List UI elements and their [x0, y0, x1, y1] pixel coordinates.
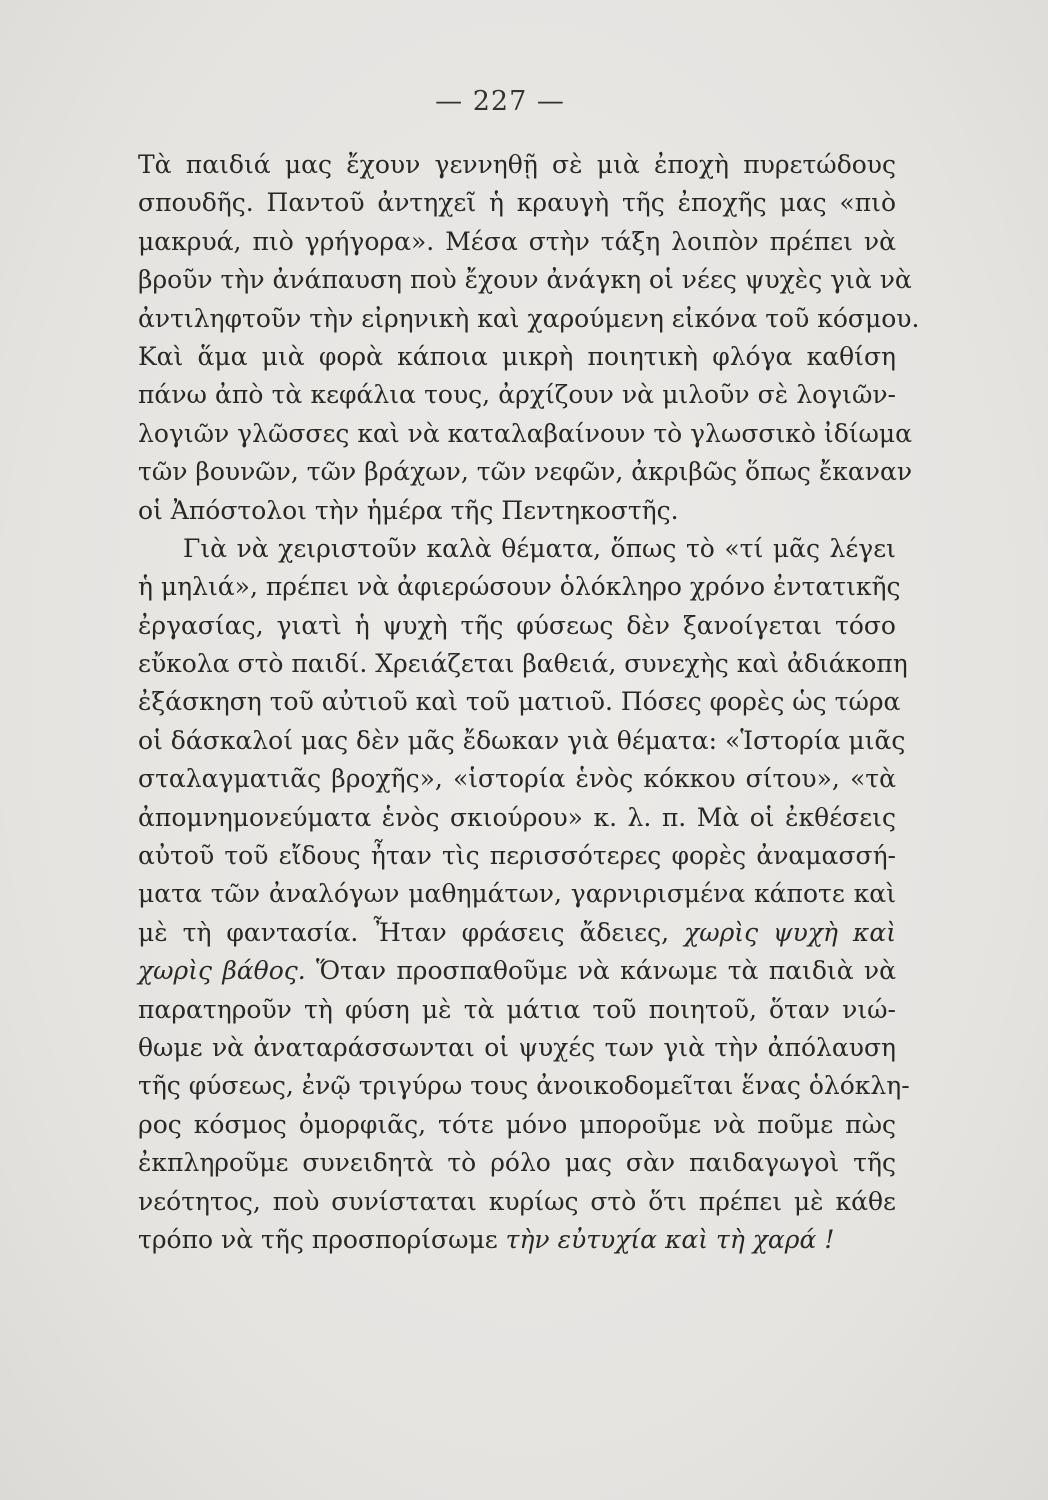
text-line: σπουδῆς. Παντοῦ ἀντηχεῖ ἡ κραυγὴ τῆς ἐποχῆς μας «πιὸ	[138, 188, 896, 218]
text-line: ματα τῶν ἀναλόγων μαθημάτων, γαρνιρισμένα κάποτε καὶ	[138, 879, 896, 909]
text-line: πάνω ἀπὸ τὰ κεφάλια τους, ἀρχίζουν νὰ μιλοῦν σὲ λογιῶν-	[138, 380, 896, 410]
text-line: μακρυά, πιὸ γρήγορα». Μέσα στὴν τάξη λοιπὸν πρέπει νὰ	[138, 226, 896, 256]
text-line: Τὰ παιδιά μας ἔχουν γεννηθῇ σὲ μιὰ ἐποχὴ πυρετώδους	[138, 150, 896, 179]
text-line	[138, 952, 896, 990]
italic-phrase: χωρὶς βάθος.	[138, 956, 306, 986]
italic-phrase: τὴν εὐτυχία καὶ τὴ χαρά !	[505, 1224, 835, 1254]
text-line: Γιὰ νὰ χειριστοῦν καλὰ θέματα, ὅπως τὸ «τί μᾶς λέγει	[183, 533, 896, 563]
text-line	[138, 914, 896, 952]
text-line: ἐξάσκηση τοῦ αὐτιοῦ καὶ τοῦ ματιοῦ. Πόσες φορὲς ὡς τώρα	[138, 687, 901, 717]
text-line: ἀπομνημονεύματα ἑνὸς σκιούρου» κ. λ. π. Μὰ οἱ ἐκθέσεις	[138, 802, 896, 832]
body-text	[138, 146, 920, 1259]
text-line: αὐτοῦ τοῦ εἴδους ἦταν τὶς περισσότερες φορὲς ἀναμασσή-	[138, 841, 896, 871]
text-line: θωμε νὰ ἀναταράσσωνται οἱ ψυχές των γιὰ τὴν ἀπόλαυση	[138, 1032, 896, 1062]
text-line: τῶν βουνῶν, τῶν βράχων, τῶν νεφῶν, ἀκριβῶς ὅπως ἔκαναν	[138, 457, 913, 487]
text-line: τῆς φύσεως, ἐνῷ τριγύρω τους ἀνοικοδομεῖται ἕνας ὁλόκλη-	[138, 1071, 910, 1101]
text-line: εὔκολα στὸ παιδί. Χρειάζεται βαθειά, συνεχὴς καὶ ἀδιάκοπη	[138, 649, 908, 679]
text-line: ἐργασίας, γιατὶ ἡ ψυχὴ τῆς φύσεως δὲν ξανοίγεται τόσο	[138, 610, 896, 640]
text-segment: τρόπο νὰ τῆς προσπορίσωμε	[138, 1224, 498, 1254]
text-line: ἐκπληροῦμε συνειδητὰ τὸ ρόλο μας σὰν παιδαγωγοὶ τῆς	[138, 1148, 896, 1178]
text-line: νεότητος, ποὺ συνίσταται κυρίως στὸ ὅτι πρέπει μὲ κάθε	[138, 1186, 896, 1216]
text-line: οἱ δάσκαλοί μας δὲν μᾶς ἔδωκαν γιὰ θέματα: «Ἱστορία μιᾶς	[138, 725, 906, 755]
text-segment: Ὅταν προσπαθοῦμε νὰ κάνωμε τὰ παιδιὰ νὰ	[316, 956, 896, 986]
text-line: ἡ μηλιά», πρέπει νὰ ἀφιερώσουν ὁλόκληρο χρόνο ἐντατικῆς	[138, 572, 901, 602]
page-number: — 227 —	[435, 86, 565, 117]
text-line: σταλαγματιᾶς βροχῆς», «ἱστορία ἑνὸς κόκκου σίτου», «τὰ	[138, 764, 896, 794]
text-line: βροῦν τὴν ἀνάπαυση ποὺ ἔχουν ἀνάγκη οἱ νέες ψυχὲς γιὰ νὰ	[138, 265, 912, 295]
text-line: οἱ Ἀπόστολοι τὴν ἡμέρα τῆς Πεντηκοστῆς.	[138, 495, 679, 525]
text-line	[138, 1221, 896, 1259]
italic-phrase: χωρὶς ψυχὴ καὶ	[684, 917, 897, 947]
text-line: παρατηροῦν τὴ φύση μὲ τὰ μάτια τοῦ ποιητοῦ, ὅταν νιώ-	[138, 994, 896, 1024]
text-line: ρος κόσμος ὀμορφιᾶς, τότε μόνο μποροῦμε νὰ ποῦμε πὼς	[138, 1109, 896, 1139]
text-line: λογιῶν γλῶσσες καὶ νὰ καταλαβαίνουν τὸ γλωσσικὸ ἰδίωμα	[138, 418, 913, 448]
text-line: ἀντιληφτοῦν τὴν εἰρηνικὴ καὶ χαρούμενη εἰκόνα τοῦ κόσμου.	[138, 303, 920, 333]
text-line: Καὶ ἅμα μιὰ φορὰ κάποια μικρὴ ποιητικὴ φλόγα καθίση	[138, 341, 896, 371]
text-segment: μὲ τὴ φαντασία. Ἦταν φράσεις ἄδειες,	[138, 917, 670, 947]
